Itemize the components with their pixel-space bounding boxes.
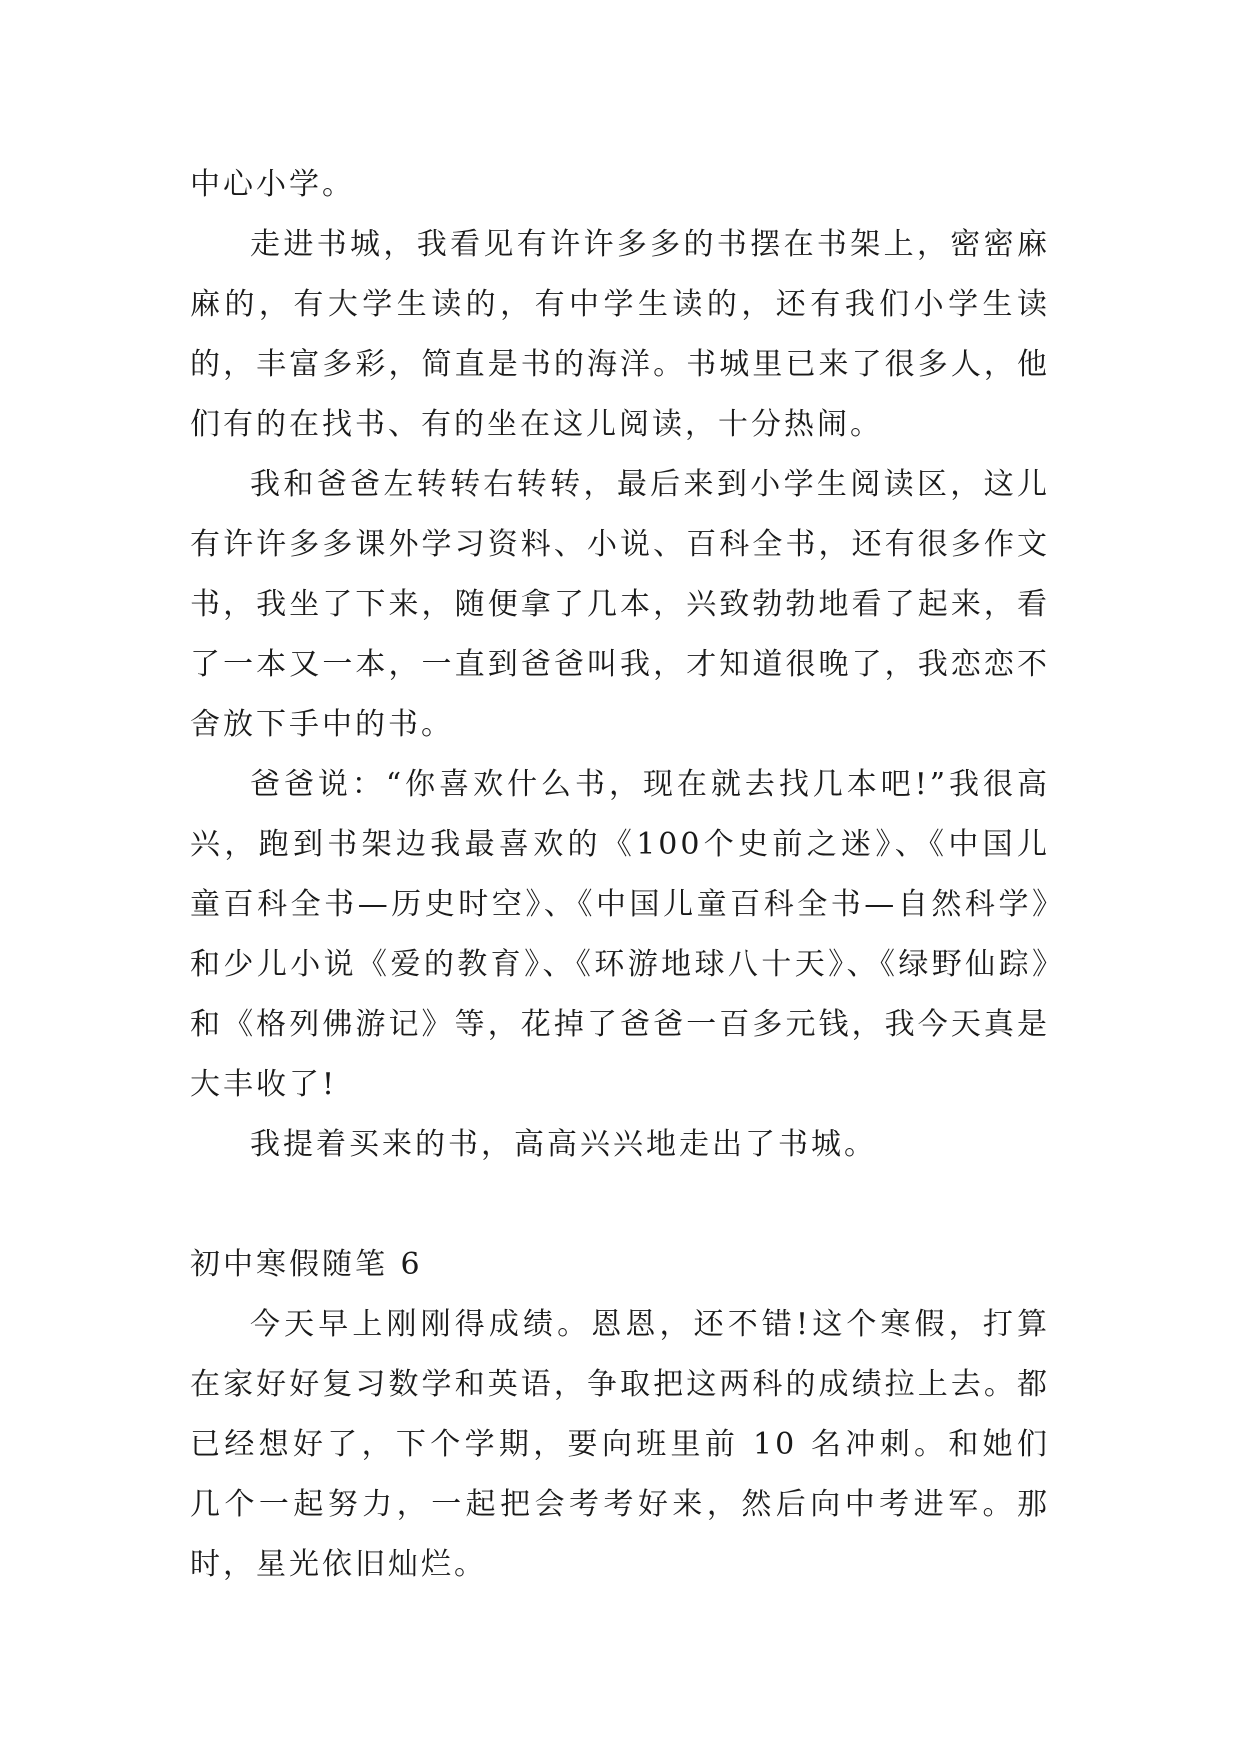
document-body xyxy=(190,155,1050,1595)
paragraph-reading-area: 我和爸爸左转转右转转，最后来到小学生阅读区，这儿有许许多多课外学习资料、小说、百科全书，还有很多作文书，我坐了下来，随便拿了几本，兴致勃勃地看了起来，看了一本又一本，一直到爸爸叫我，才知道很晚了，我恋恋不舍放下手中的书。 xyxy=(190,467,1050,742)
paragraph-winter-plan: 今天早上刚刚得成绩。恩恩，还不错!这个寒假，打算在家好好复习数学和英语，争取把这两科的成绩拉上去。都已经想好了，下个学期，要向班里前 10 名冲刺。和她们几个一起努力，一起把会考考好来，然后向中考进军。那时，星光依旧灿烂。 xyxy=(190,1307,1050,1582)
paragraph-buying-books: 爸爸说：“你喜欢什么书，现在就去找几本吧!”我很高兴，跑到书架边我最喜欢的《100个史前之迷》、《中国儿童百科全书—历史时空》、《中国儿童百科全书—自然科学》和少儿小说《爱的教育》、《环游地球八十天》、《绿野仙踪》和《格列佛游记》等，花掉了爸爸一百多元钱，我今天真是大丰收了! xyxy=(190,767,1050,1102)
paragraph-entering-bookstore: 走进书城，我看见有许许多多的书摆在书架上，密密麻麻的，有大学生读的，有中学生读的，还有我们小学生读的，丰富多彩，简直是书的海洋。书城里已来了很多人，他们有的在找书、有的坐在这儿阅读，十分热闹。 xyxy=(190,227,1050,442)
paragraph-continuation: 中心小学。 xyxy=(190,167,355,202)
paragraph-leaving: 我提着买来的书，高高兴兴地走出了书城。 xyxy=(250,1127,877,1162)
section-spacer xyxy=(190,1175,1050,1235)
section-title: 初中寒假随笔 6 xyxy=(190,1247,423,1282)
